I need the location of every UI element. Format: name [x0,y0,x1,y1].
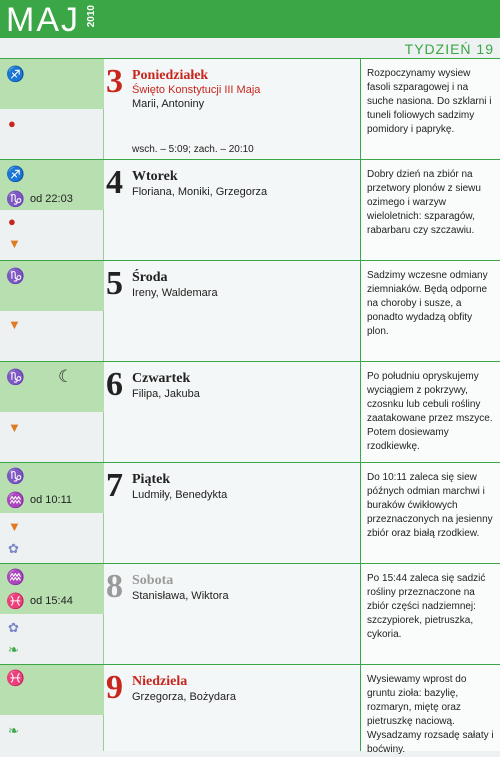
carrot-icon: ▼ [8,519,21,534]
zodiac-sign-icon: ♐ [6,166,25,183]
day-row-5 [0,260,500,361]
day-name: Poniedziałek [132,68,209,83]
day-row-7 [0,462,500,563]
day-icons [0,665,104,751]
day-info [104,463,360,563]
day-row-6 [0,361,500,462]
moon-change-time: od 22:03 [30,193,73,205]
year-label: 2010 [86,5,97,28]
zodiac-sign-icon: ♓ [6,670,25,687]
day-grid [0,58,500,755]
carrot-icon: ▼ [8,236,21,251]
day-name: Czwartek [132,371,191,386]
garden-tip [360,463,500,563]
day-row-4 [0,159,500,260]
day-number: 8 [106,568,123,605]
tip-text: Rozpoczynamy wysiew fasoli szparagowej i na suche nasiona. Do szklarni i tuneli foliowych sadzimy pomidory i paprykę. [367,68,492,135]
garden-tip [360,261,500,361]
day-icons [0,564,104,664]
zodiac-sign-icon: ♓ [6,593,25,610]
zodiac-sign-icon: ♑ [6,268,25,285]
day-row-8 [0,563,500,664]
day-number: 9 [106,669,123,706]
tip-text: Po 15:44 zaleca się sadzić rośliny przeznaczone na zbiór części nadziemnej: szczypiorek, pietruszka, cykoria. [367,573,486,640]
zodiac-sign-icon: ♑ [6,369,25,386]
day-name: Niedziela [132,674,188,689]
name-days: Floriana, Moniki, Grzegorza [132,186,268,198]
apple-icon: ● [8,116,16,131]
day-number: 3 [106,63,123,100]
tip-text: Po południu opryskujemy wyciągiem z pokrzywy, czosnku lub cebuli rośliny zaatakowane przez mszyce. Potem dosiewamy rzodkiewkę. [367,371,493,452]
sunrise-sunset: wsch. – 5:09; zach. – 20:10 [132,144,254,155]
tip-text: Wysiewamy wprost do gruntu zioła: bazylię, rozmaryn, miętę oraz pietruszkę naciową. Wysadzamy rozsadę sałaty i boćwiny. [367,674,494,755]
garden-tip [360,665,500,755]
day-name: Środa [132,270,168,285]
flower-icon: ✿ [8,541,19,556]
day-info [104,261,360,361]
tip-text: Do 10:11 zaleca się siew późnych odmian marchwi i buraków ćwikłowych przeznaczonych na jesienny zbiór oraz białą rzodkiew. [367,472,493,539]
garden-tip [360,362,500,462]
apple-icon: ● [8,214,16,229]
garden-tip [360,564,500,664]
leaf-icon: ❧ [8,723,19,738]
day-number: 6 [106,366,123,403]
leaf-icon: ❧ [8,642,19,657]
day-number: 5 [106,265,123,302]
name-days: Ludmiły, Benedykta [132,489,228,501]
day-info [104,564,360,664]
carrot-icon: ▼ [8,317,21,332]
day-info [104,362,360,462]
flower-icon: ✿ [8,620,19,635]
day-row-3 [0,58,500,159]
month-header [0,0,500,38]
crescent-moon-icon: ☾ [58,367,74,386]
name-days: Marii, Antoniny [132,98,205,110]
garden-tip [360,160,500,260]
day-info [104,160,360,260]
week-label: TYDZIEŃ 19 [404,41,494,57]
day-name: Piątek [132,472,171,487]
name-days: Filipa, Jakuba [132,388,200,400]
day-icons [0,463,104,563]
day-number: 4 [106,164,123,201]
day-name: Wtorek [132,169,178,184]
tip-text: Dobry dzień na zbiór na przetwory plonów z siewu ozimego i warzyw wieloletnich: szparagów, rabarbaru czy szczawiu. [367,169,481,236]
zodiac-sign-icon: ♑ [6,191,25,208]
day-icons [0,59,104,159]
moon-change-time: od 10:11 [30,494,73,506]
tip-text: Sadzimy wczesne odmiany ziemniaków. Będą odporne na choroby i susze, a ponadto wydadzą obfity plon. [367,270,488,337]
day-number: 7 [106,467,123,504]
day-icons [0,261,104,361]
month-title: MAJ [6,1,80,39]
name-days: Grzegorza, Bożydara [132,691,236,703]
day-row-9 [0,664,500,755]
name-days: Stanisława, Wiktora [132,590,229,602]
day-name: Sobota [132,573,174,588]
day-info [104,59,360,159]
day-icons [0,160,104,260]
zodiac-sign-icon: ♑ [6,468,25,485]
day-icons [0,362,104,462]
holiday-name: Święto Konstytucji III Maja [132,84,261,96]
zodiac-sign-icon: ♒ [6,492,25,509]
zodiac-sign-icon: ♐ [6,66,25,83]
garden-tip [360,59,500,159]
zodiac-sign-icon: ♒ [6,569,25,586]
day-info [104,665,360,751]
moon-change-time: od 15:44 [30,595,73,607]
carrot-icon: ▼ [8,420,21,435]
name-days: Ireny, Waldemara [132,287,218,299]
